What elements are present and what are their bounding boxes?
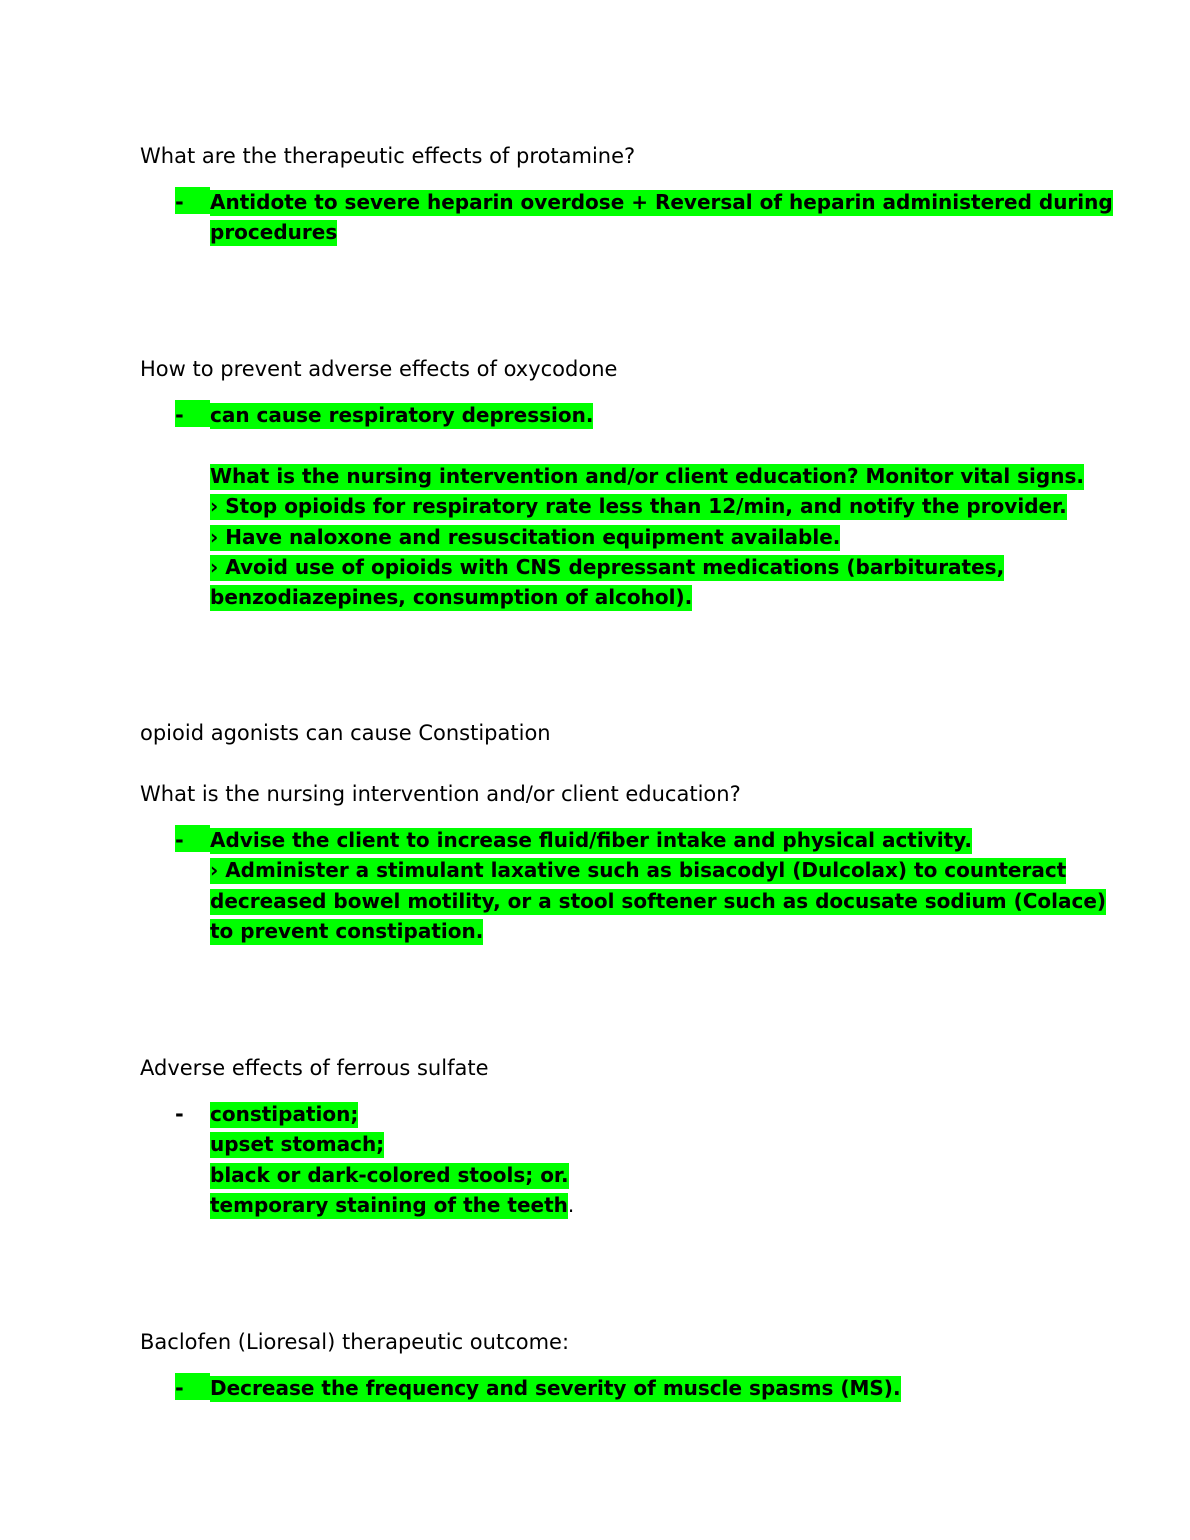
answer-line: black or dark-colored stools; or. [210, 1162, 569, 1187]
bullet-dash: - [175, 187, 210, 214]
answer-line: Antidote to severe heparin overdose + Reversal of heparin administered during [210, 190, 1113, 214]
answer-line: to prevent constipation. [210, 919, 484, 944]
answer-line: procedures [210, 220, 338, 245]
answer-line: › Avoid use of opioids with CNS depressant medications (barbiturates, [210, 555, 1005, 580]
answer-line: temporary staining of the teeth [210, 1193, 568, 1218]
question-ferrous-sulfate: Adverse effects of ferrous sulfate [140, 1056, 489, 1080]
answer-line: decreased bowel motility, or a stool softener such as docusate sodium (Colace) [210, 888, 1107, 913]
answer-line: › Administer a stimulant laxative such as bisacodyl (Dulcolax) to counteract [210, 858, 1067, 883]
trailing-period: . [567, 1193, 575, 1218]
bullet-dash: - [175, 825, 210, 852]
question-protamine: What are the therapeutic effects of protamine? [140, 144, 636, 168]
answer-line: Advise the client to increase fluid/fiber intake and physical activity. [210, 828, 972, 852]
answer-line: › Stop opioids for respiratory rate less than 12/min, and notify the provider. [210, 494, 1067, 519]
answer-line: What is the nursing intervention and/or client education? Monitor vital signs. [210, 463, 1084, 488]
answer-line: upset stomach; [210, 1132, 385, 1157]
question-opioid-constipation: opioid agonists can cause Constipation [140, 721, 551, 745]
bullet-dash: - [175, 400, 210, 427]
answer-line: › Have naloxone and resuscitation equipment available. [210, 524, 841, 549]
question-oxycodone: How to prevent adverse effects of oxycodone [140, 357, 618, 381]
answer-line: can cause respiratory depression. [210, 403, 594, 427]
answer-line: constipation; [210, 1102, 359, 1126]
question-baclofen: Baclofen (Lioresal) therapeutic outcome: [140, 1330, 570, 1354]
answer-line: benzodiazepines, consumption of alcohol). [210, 585, 693, 610]
answer-line: Decrease the frequency and severity of muscle spasms (MS). [210, 1376, 901, 1400]
bullet-dash: - [175, 1373, 210, 1400]
question-nursing-intervention: What is the nursing intervention and/or client education? [140, 782, 741, 806]
bullet-dash: - [175, 1102, 184, 1126]
